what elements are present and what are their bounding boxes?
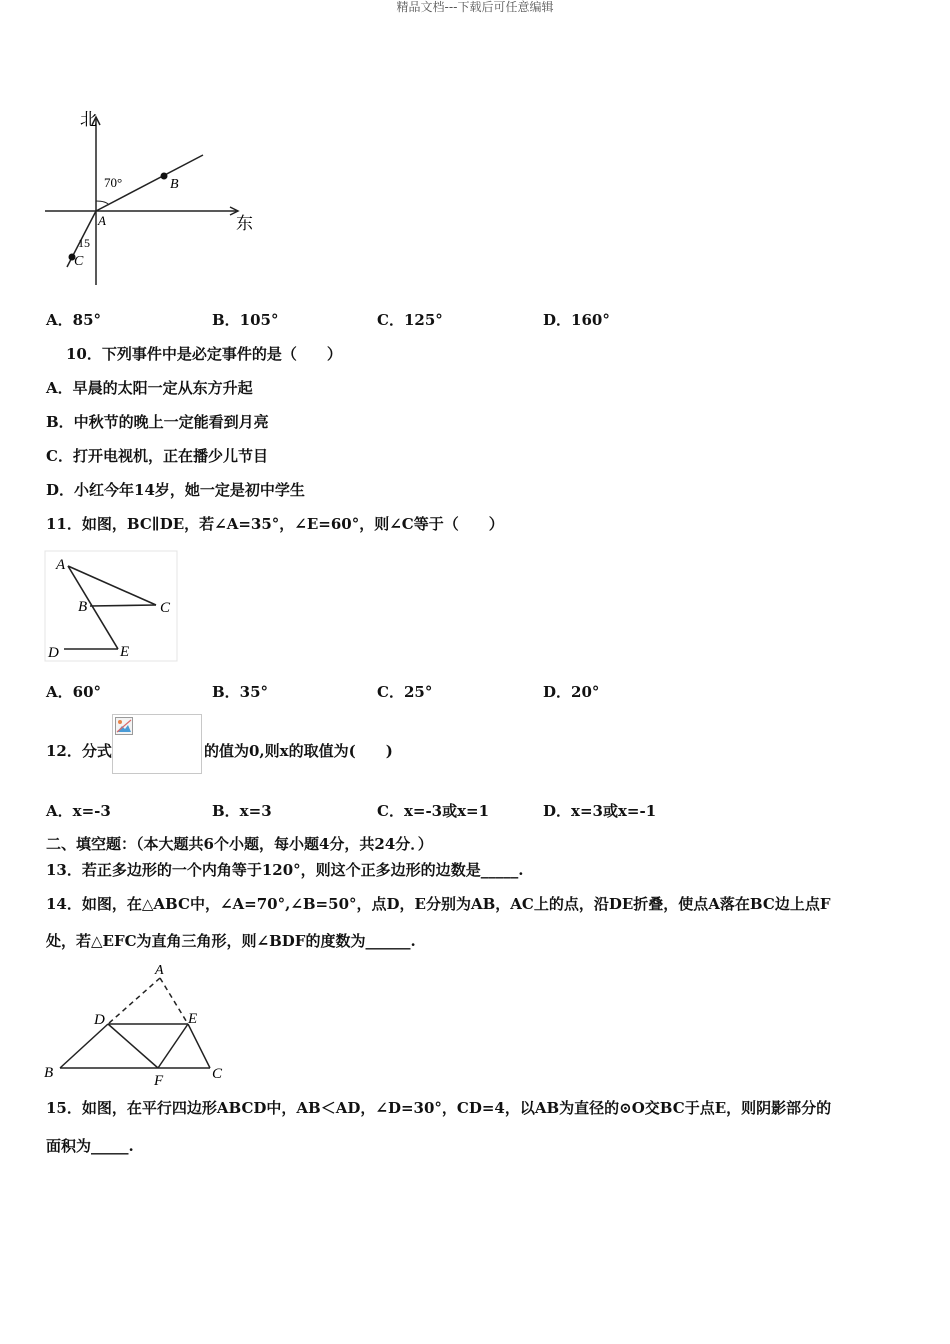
page-header: 精品文档---下载后可任意编辑 bbox=[396, 0, 554, 14]
broken-image-icon bbox=[115, 717, 133, 735]
point-c-label: C bbox=[74, 254, 84, 269]
q9-option-b: B．105° bbox=[212, 311, 279, 329]
q15-line1: 15．如图，在平行四边形ABCD中，AB＜AD，∠D=30°，CD=4，以AB为直径的⊙O交BC于点E，则阴影部分的 bbox=[46, 1099, 832, 1117]
q12-stem-before: 12．分式 bbox=[46, 742, 112, 760]
q14-line1: 14．如图，在△ABC中，∠A=70°,∠B=50°，点D，E分别为AB，AC上的点，沿DE折叠，使点A落在BC边上点F bbox=[46, 895, 831, 913]
q10-option-c: C．打开电视机，正在播少儿节目 bbox=[46, 447, 268, 465]
label-c: C bbox=[212, 1066, 223, 1082]
q11-stem: 11．如图，BC∥DE，若∠A=35°，∠E=60°，则∠C等于（ ） bbox=[46, 515, 504, 533]
label-c: C bbox=[160, 600, 171, 616]
seg-ad-dashed bbox=[108, 978, 160, 1024]
seg-ae-dashed bbox=[160, 978, 188, 1024]
q11-option-a: A．60° bbox=[46, 683, 102, 701]
q12-stem-after: 的值为0,则x的取值为( ) bbox=[204, 742, 393, 760]
q12-option-c: C．x=-3或x=1 bbox=[377, 802, 490, 820]
label-f: F bbox=[154, 1073, 164, 1089]
label-d: D bbox=[48, 645, 59, 661]
label-a: A bbox=[56, 557, 66, 573]
angle-bottom-label: 15 bbox=[78, 236, 90, 250]
label-d: D bbox=[94, 1012, 105, 1028]
q13-text: 13．若正多边形的一个内角等于120°，则这个正多边形的边数是_____. bbox=[46, 861, 524, 879]
label-a: A bbox=[155, 963, 164, 978]
q12-option-a: A．x=-3 bbox=[46, 802, 111, 820]
q10-option-d: D．小红今年14岁，她一定是初中学生 bbox=[46, 481, 305, 499]
q11-option-d: D．20° bbox=[543, 683, 600, 701]
q9-option-d: D．160° bbox=[543, 311, 610, 329]
seg-df bbox=[108, 1024, 158, 1068]
seg-ae bbox=[68, 566, 118, 649]
seg-bd bbox=[60, 1024, 108, 1068]
q9-figure bbox=[40, 105, 270, 295]
q11-option-b: B．35° bbox=[212, 683, 269, 701]
q10-stem: 10．下列事件中是必定事件的是（ ） bbox=[66, 345, 342, 363]
label-b: B bbox=[78, 599, 88, 615]
q15-line2: 面积为_____. bbox=[46, 1137, 134, 1155]
q9-option-c: C．125° bbox=[377, 311, 443, 329]
q12-fraction-image bbox=[112, 714, 202, 774]
q11-figure bbox=[44, 550, 180, 665]
label-e: E bbox=[120, 644, 130, 660]
q10-option-b: B．中秋节的晚上一定能看到月亮 bbox=[46, 413, 269, 431]
seg-ef bbox=[158, 1024, 188, 1068]
section2-heading: 二、填空题：（本大题共6个小题，每小题4分，共24分．） bbox=[46, 835, 433, 853]
q14-line2: 处，若△EFC为直角三角形，则∠BDF的度数为______. bbox=[46, 932, 416, 950]
seg-ec bbox=[188, 1024, 210, 1068]
q12-option-d: D．x=3或x=-1 bbox=[543, 802, 657, 820]
north-label: 北 bbox=[80, 110, 97, 129]
point-a-label: A bbox=[98, 213, 106, 228]
q11-option-c: C．25° bbox=[377, 683, 433, 701]
q12-option-b: B．x=3 bbox=[212, 802, 272, 820]
q14-figure bbox=[40, 958, 235, 1093]
q9-option-a: A．85° bbox=[46, 311, 102, 329]
point-b-dot bbox=[161, 173, 168, 180]
label-e: E bbox=[188, 1011, 198, 1027]
seg-bc bbox=[90, 605, 156, 606]
angle-top-label: 70° bbox=[104, 175, 123, 190]
q10-option-a: A．早晨的太阳一定从东方升起 bbox=[46, 379, 253, 397]
point-b-label: B bbox=[170, 177, 179, 192]
label-b: B bbox=[44, 1065, 54, 1081]
east-label: 东 bbox=[236, 214, 253, 233]
